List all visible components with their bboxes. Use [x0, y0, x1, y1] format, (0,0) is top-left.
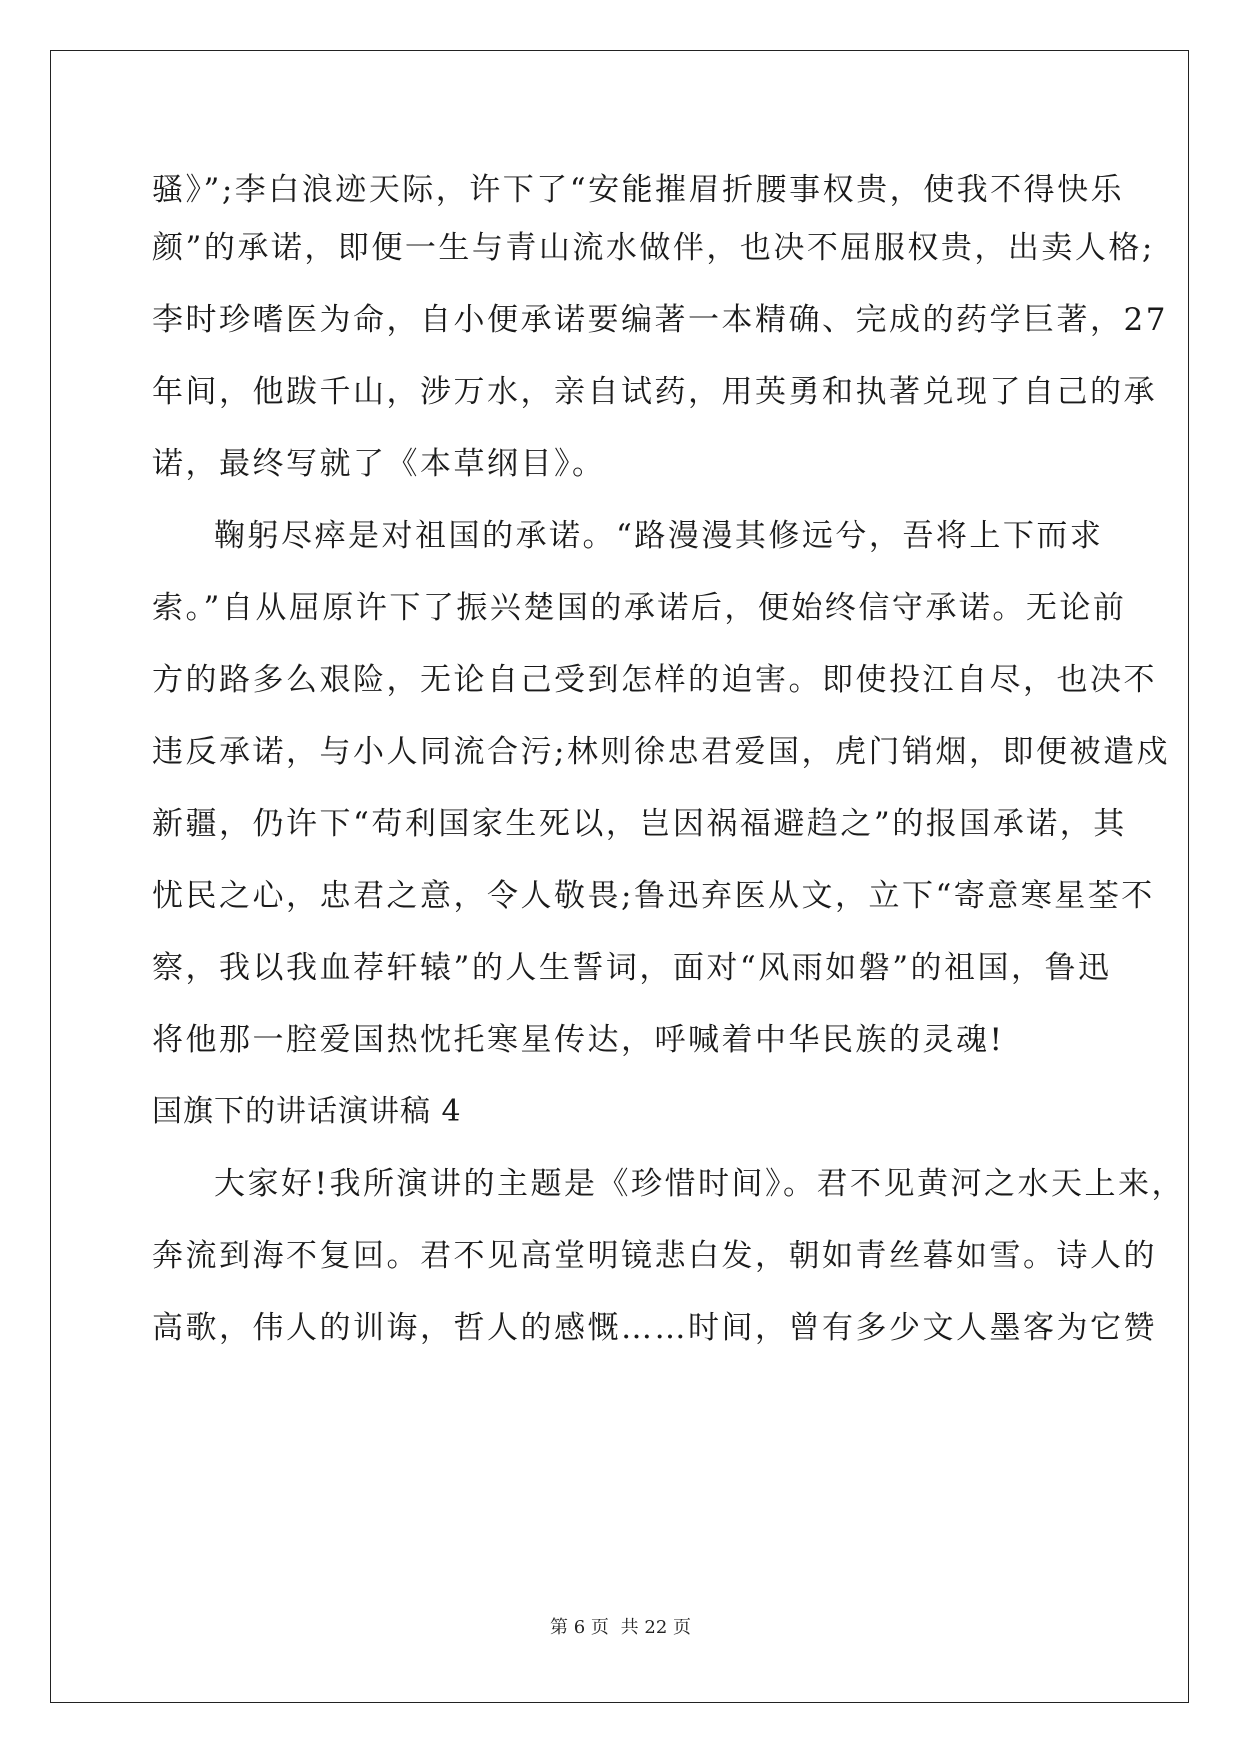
text-line: 将他那一腔爱国热忱托寒星传达，呼喊着中华民族的灵魂!	[152, 1022, 1005, 1058]
text-line: 奔流到海不复回。君不见高堂明镜悲白发，朝如青丝暮如雪。诗人的	[152, 1238, 1157, 1274]
section-heading: 国旗下的讲话演讲稿 4	[152, 1094, 462, 1129]
text-line: 高歌，伟人的训诲，哲人的感慨……时间，曾有多少文人墨客为它赞	[152, 1310, 1157, 1346]
page-number: 第 6 页	[550, 1617, 609, 1638]
text-line: 索。”自从屈原许下了振兴楚国的承诺后，便始终信守承诺。无论前	[152, 590, 1127, 626]
text-line: 方的路多么艰险，无论自己受到怎样的迫害。即使投江自尽，也决不	[152, 662, 1157, 698]
text-line: 新疆，仍许下“苟利国家生死以，岂因祸福避趋之”的报国承诺，其	[152, 806, 1127, 842]
text-line: 诺，最终写就了《本草纲目》。	[152, 446, 606, 482]
page-total: 共 22 页	[620, 1617, 691, 1638]
text-line: 年间，他跋千山，涉万水，亲自试药，用英勇和执著兑现了自己的承	[152, 374, 1157, 410]
text-line: 鞠躬尽瘁是对祖国的承诺。“路漫漫其修远兮，吾将上下而求	[214, 518, 1104, 554]
text-line: 颜”的承诺，即便一生与青山流水做伴，也决不屈服权贵，出卖人格;	[152, 230, 1155, 266]
text-line: 违反承诺，与小人同流合污;林则徐忠君爱国，虎门销烟，即便被遣戍	[152, 734, 1170, 770]
text-line: 忧民之心，忠君之意，令人敬畏;鲁迅弃医从文，立下“寄意寒星荃不	[152, 878, 1155, 914]
text-line: 察，我以我血荐轩辕”的人生誓词，面对“风雨如磐”的祖国，鲁迅	[152, 950, 1112, 986]
page-footer	[0, 1613, 1241, 1639]
text-line: 李时珍嗜医为命，自小便承诺要编著一本精确、完成的药学巨著，27	[152, 302, 1168, 338]
text-line: 大家好!我所演讲的主题是《珍惜时间》。君不见黄河之水天上来，	[214, 1166, 1185, 1202]
text-line: 骚》”;李白浪迹天际，许下了“安能摧眉折腰事权贵，使我不得快乐	[152, 172, 1125, 208]
